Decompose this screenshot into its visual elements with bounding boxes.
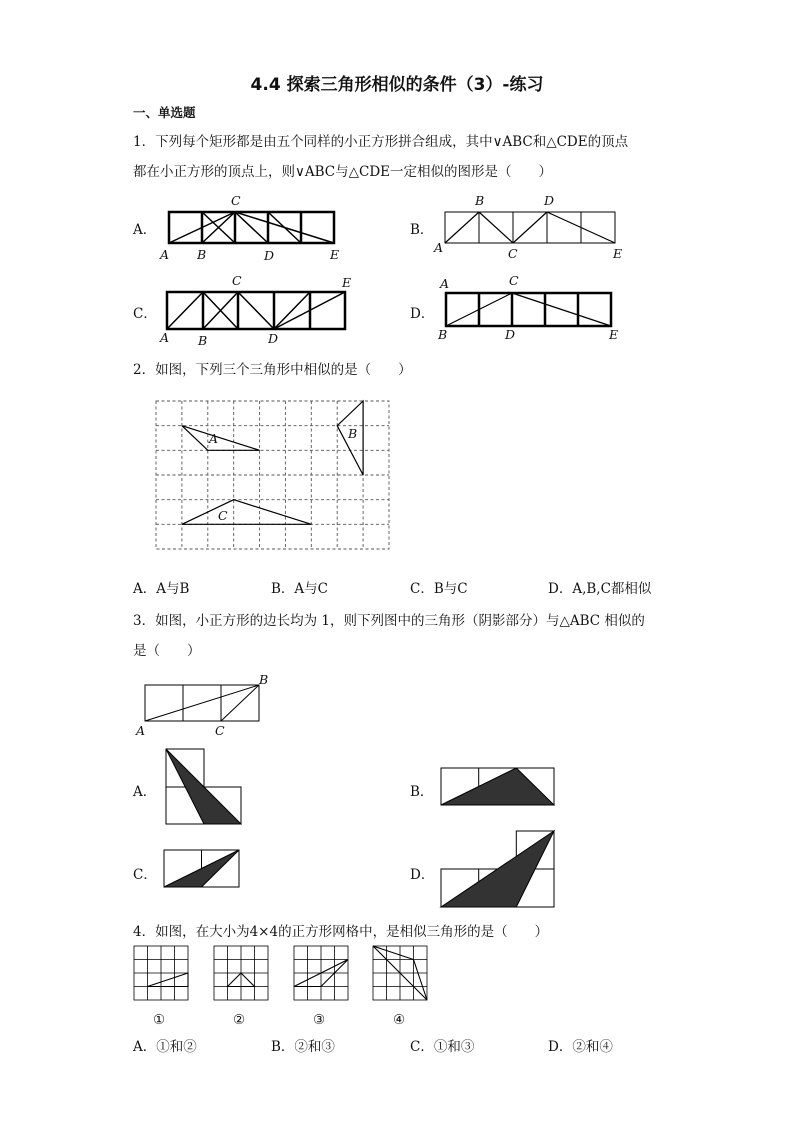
q1b-label-d: D [544,193,555,208]
q1-text-line1: 1．下列每个矩形都是由五个同样的小正方形拼合组成，其中∨ABC和△CDE的顶点 [133,134,629,150]
q1a-label-e: E [330,247,340,262]
q3-label-a: A [136,723,146,738]
q3-option-a[interactable]: A． [133,784,157,800]
q2-option-c[interactable]: C．B与C [410,581,468,597]
q1b-label-b: B [475,193,485,208]
q4-option-d[interactable]: D．②和④ [548,1039,613,1055]
q2-grid-figure [155,400,391,552]
q1b-label-e: E [613,246,623,261]
q1-option-d[interactable]: D． [410,306,435,322]
q2-label-b: B [348,426,358,441]
q3-text-line2: 是（ ） [133,643,201,659]
q1-figure-a [160,192,350,264]
q1a-label-b: B [197,247,207,262]
q1-text-line2: 都在小正方形的顶点上，则∨ABC与△CDE一定相似的图形是（ ） [133,164,553,180]
q1d-label-e: E [609,327,619,342]
q4-option-b[interactable]: B．②和③ [271,1039,335,1055]
q3-label-c: C [215,723,225,738]
q1c-label-b: B [198,333,208,348]
q3-option-b[interactable]: B． [410,784,434,800]
q2-option-d[interactable]: D．A,B,C都相似 [548,581,652,597]
q2-label-a: A [209,431,219,446]
q4-figure-number-2: ② [233,1012,246,1028]
q1b-label-a: A [434,240,444,255]
q1c-label-c: C [232,273,242,288]
q4-option-c[interactable]: C．①和③ [410,1039,475,1055]
q3-option-c[interactable]: C． [133,867,157,883]
q1c-label-d: D [268,331,279,346]
q3-figure-a [165,748,245,828]
q1a-label-a: A [160,247,170,262]
q1a-label-c: C [231,193,241,208]
q1c-label-a: A [160,330,170,345]
page-title: 4.4 探索三角形相似的条件（3）-练习 [250,75,544,95]
q1-figure-d [436,272,626,344]
q1-option-a[interactable]: A． [133,222,157,238]
q4-grid-figure-1 [133,945,189,1001]
q1c-label-e: E [342,275,352,290]
q4-text-line1: 4．如图，在大小为4×4的正方形网格中，是相似三角形的是（ ） [133,924,549,940]
q2-text-line1: 2．如图，下列三个三角形中相似的是（ ） [133,362,412,378]
q3-reference-figure [140,680,270,730]
q3-figure-b [440,767,556,807]
q1-option-b[interactable]: B． [410,222,434,238]
q4-figure-number-1: ① [153,1012,166,1028]
section-heading: 一、单选题 [133,105,196,120]
q4-option-a[interactable]: A．①和② [133,1039,197,1055]
q2-option-a[interactable]: A．A与B [133,581,190,597]
q1a-label-d: D [264,248,275,263]
q4-grid-figure-3 [293,945,349,1001]
q3-figure-d [440,830,558,910]
q1-figure-b [430,192,630,264]
q1-option-c[interactable]: C． [133,306,157,322]
q2-option-b[interactable]: B．A与C [271,581,328,597]
q1d-label-a: A [440,276,450,291]
q3-option-d[interactable]: D． [410,867,435,883]
q1b-label-c: C [508,246,518,261]
q1d-label-c: C [509,273,519,288]
q4-grid-figure-2 [213,945,269,1001]
q2-label-c: C [218,508,228,523]
q4-figure-number-4: ④ [393,1012,406,1028]
q4-figure-number-3: ③ [313,1012,326,1028]
q3-label-b: B [259,672,269,687]
q3-text-line1: 3．如图，小正方形的边长均为 1，则下列图中的三角形（阴影部分）与△ABC 相似的 [133,613,645,629]
q3-figure-c [163,849,241,889]
q4-grid-figure-4 [372,945,428,1001]
q1d-label-d: D [505,327,516,342]
q1-figure-c [160,272,360,344]
q1d-label-b: B [438,327,448,342]
